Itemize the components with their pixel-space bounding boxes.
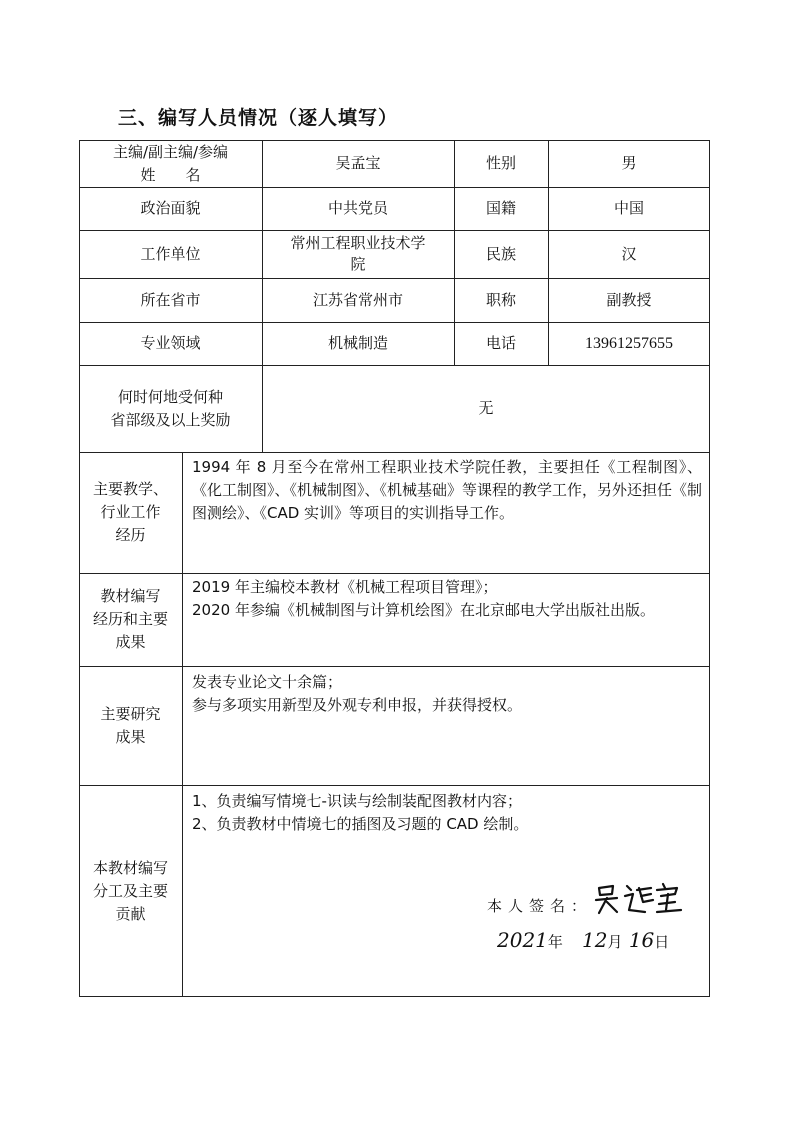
date-month-unit: 月: [607, 933, 623, 951]
handwritten-signature: [593, 880, 688, 918]
textbook-value: 2019 年主编校本教材《机械工程项目管理》； 2020 年参编《机械制图与计算机绘图》在北京邮电大学出版社出版。: [192, 578, 655, 619]
research-value: 发表专业论文十余篇； 参与多项实用新型及外观专利申报，并获得授权。: [192, 673, 523, 714]
gender-value: 男: [621, 154, 637, 172]
signature-date: [497, 928, 669, 952]
textbook-label: 教材编写 经历和主要 成果: [92, 587, 168, 651]
experience-value: 1994 年 8 月至今在常州工程职业技术学院任教，主要担任《工程制图》、《化工制图》、《机械制图》、《机械基础》等课程的教学工作，另外还担任《制图测绘》、《CAD 实训》等项目的实训指导工作。: [192, 458, 703, 522]
ethnicity-label: 民族: [485, 244, 516, 263]
gender-label: 性别: [485, 154, 516, 172]
signature-label: 本人签名：: [487, 897, 593, 915]
date-day: 16: [628, 928, 655, 952]
politics-value: 中共党员: [327, 199, 388, 217]
section-title: 三、编写人员情况（逐人填写）: [118, 107, 399, 129]
date-year-unit: 年: [547, 933, 563, 951]
contribution-value: 1、负责编写情境七-识读与绘制装配图教材内容； 2、负责教材中情境七的插图及习题的 CAD 绘制。: [192, 792, 529, 833]
nationality-value: 中国: [613, 199, 644, 217]
province-label: 所在省市: [140, 290, 201, 309]
politics-label: 政治面貌: [140, 199, 201, 217]
name-label: 主编/副主编/参编 姓 名: [112, 142, 229, 184]
date-year: 2021: [497, 928, 548, 952]
field-value: 机械制造: [327, 334, 388, 352]
research-label: 主要研究 成果: [100, 704, 161, 746]
col-divider: [182, 452, 183, 997]
name-value: 吴孟宝: [335, 154, 381, 172]
title-value: 副教授: [606, 290, 652, 309]
field-label: 专业领域: [140, 334, 201, 352]
ethnicity-value: 汉: [621, 244, 637, 263]
province-value: 江苏省常州市: [312, 290, 403, 309]
employer-label: 工作单位: [140, 244, 201, 263]
experience-label: 主要教学、 行业工作 经历: [92, 480, 168, 544]
phone-label: 电话: [485, 334, 516, 352]
title-label: 职称: [485, 290, 516, 309]
phone-value: 13961257655: [585, 335, 673, 352]
awards-value: 无: [478, 399, 494, 417]
nationality-label: 国籍: [485, 199, 516, 217]
contribution-label: 本教材编写 分工及主要 贡献: [92, 858, 168, 923]
date-month: 12: [582, 928, 608, 952]
employer-value: 常州工程职业技术学 院: [290, 234, 426, 273]
awards-label: 何时何地受何种 省部级及以上奖励: [110, 387, 231, 429]
date-day-unit: 日: [654, 933, 670, 951]
